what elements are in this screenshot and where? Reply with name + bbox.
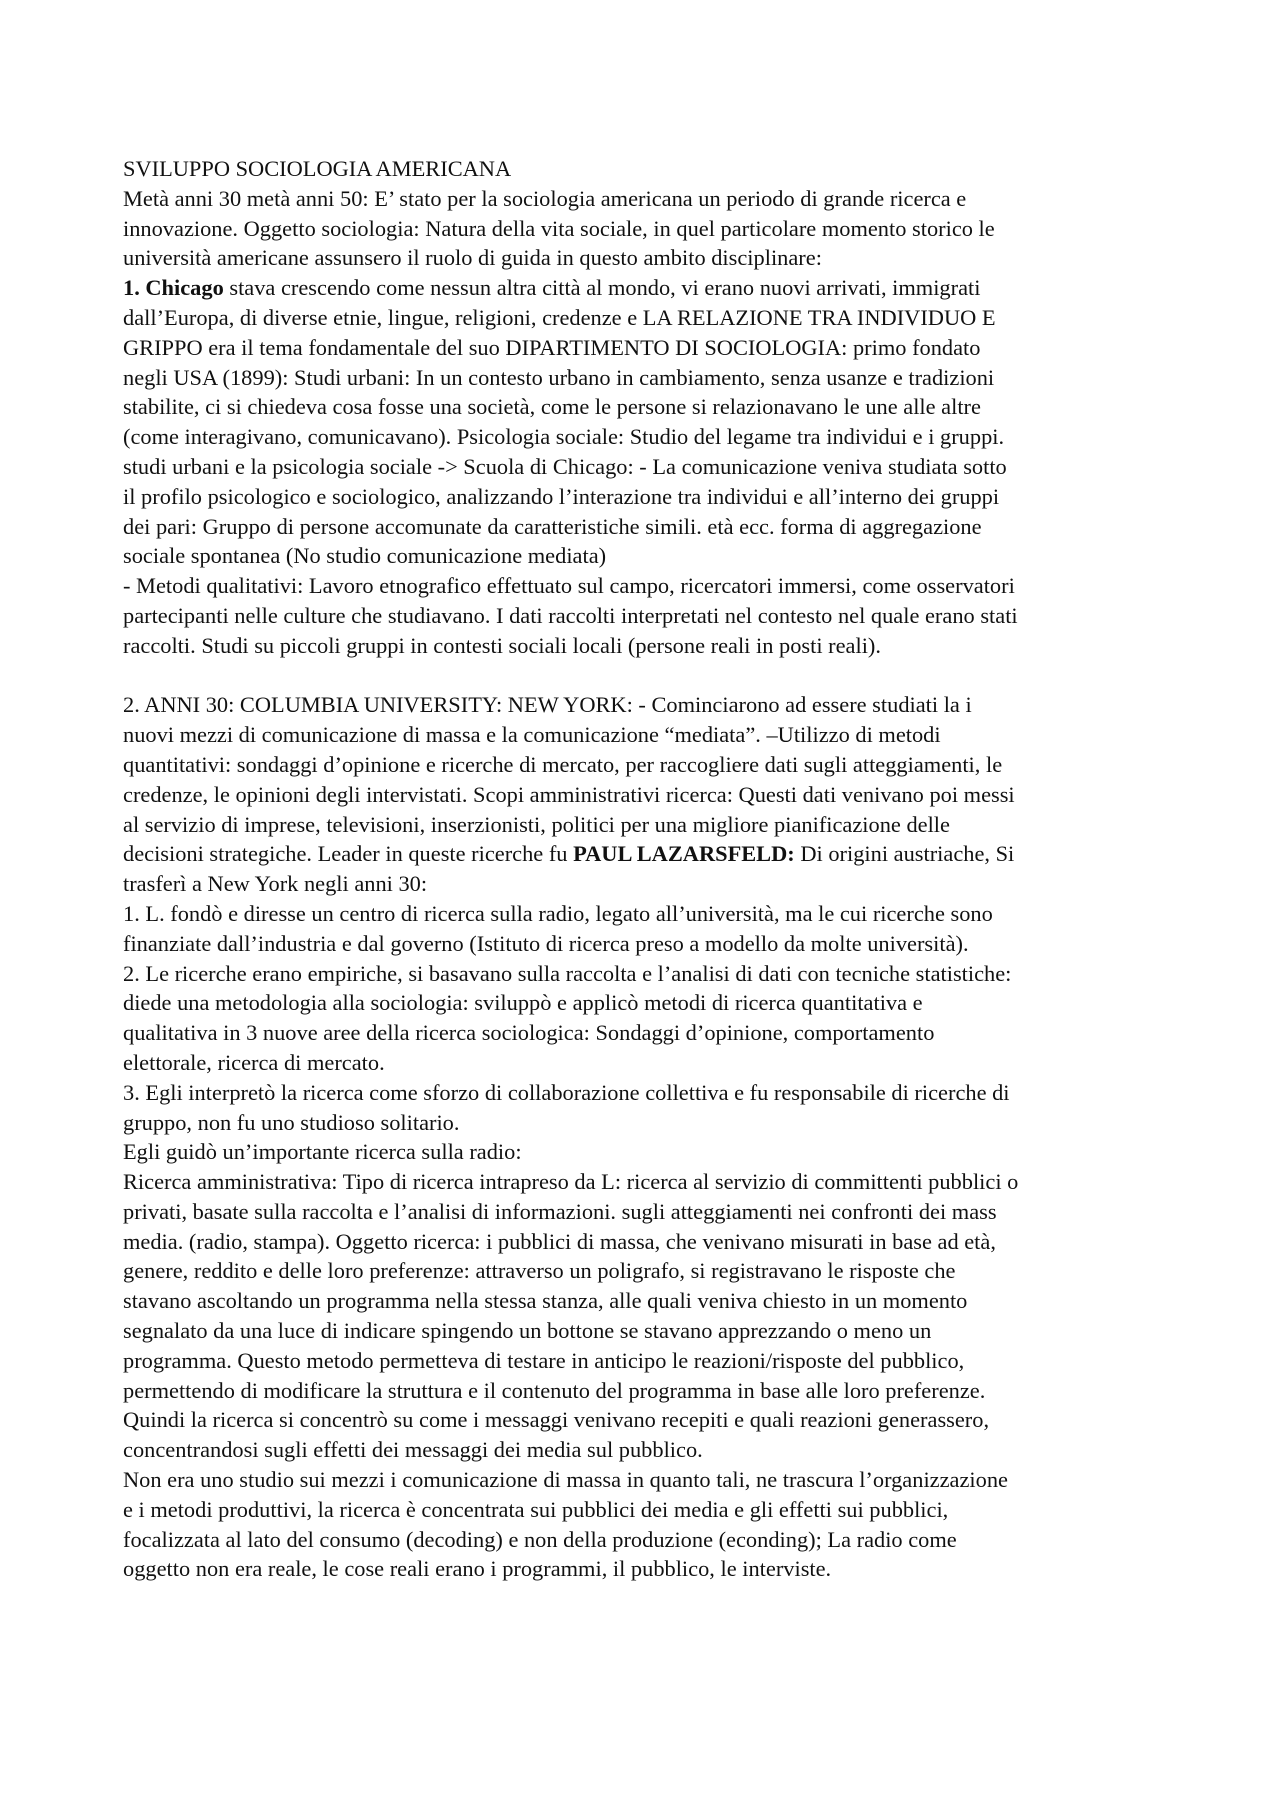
text-line: partecipanti nelle culture che studiavano. I dati raccolti interpretati nel contesto nel quale erano stati <box>123 602 1018 628</box>
text-line: dei pari: Gruppo di persone accomunate da caratteristiche simili. età ecc. forma di aggregazione <box>123 513 982 539</box>
text-line: quantitativi: sondaggi d’opinione e ricerche di mercato, per raccogliere dati sugli atteggiamenti, le <box>123 751 1003 777</box>
text-line <box>123 839 1163 869</box>
text-line: (come interagivano, comunicavano). Psicologia sociale: Studio del legame tra individui e i gruppi. <box>123 424 1005 450</box>
text-line: permettendo di modificare la struttura e il contenuto del programma in base alle loro preferenze. <box>123 1377 986 1403</box>
text-line: privati, basate sulla raccolta e l’analisi di informazioni. sugli atteggiamenti nei confronti dei mass <box>123 1198 997 1224</box>
text-line: dall’Europa, di diverse etnie, lingue, religioni, credenze e LA RELAZIONE TRA INDIVIDUO E <box>123 304 996 330</box>
text-line: il profilo psicologico e sociologico, analizzando l’interazione tra individui e all’interno dei gruppi <box>123 483 1000 509</box>
text-line: negli USA (1899): Studi urbani: In un contesto urbano in cambiamento, senza usanze e tradizioni <box>123 364 995 390</box>
text-line: concentrandosi sugli effetti dei messaggi dei media sul pubblico. <box>123 1437 703 1463</box>
text-line: 1. L. fondò e diresse un centro di ricerca sulla radio, legato all’università, ma le cui ricerche sono <box>123 900 993 926</box>
text-line: università americane assunsero il ruolo di guida in questo ambito disciplinare: <box>123 245 822 271</box>
paragraph-chicago <box>123 184 1163 661</box>
text-line: qualitativa in 3 nuove aree della ricerca sociologica: Sondaggi d’opinione, comportamento <box>123 1020 935 1046</box>
paragraph-spacer <box>123 661 1163 691</box>
bold-name-lazarsfeld: PAUL LAZARSFELD: <box>573 841 795 867</box>
bold-heading-chicago: 1. Chicago <box>123 275 224 301</box>
text-line: raccolti. Studi su piccoli gruppi in contesti sociali locali (persone reali in posti reali). <box>123 632 881 658</box>
text-line: trasferì a New York negli anni 30: <box>123 871 428 897</box>
paragraph-columbia <box>123 690 1163 1584</box>
document-title: SVILUPPO SOCIOLOGIA AMERICANA <box>123 156 512 181</box>
text-line: stabilite, ci si chiedeva cosa fosse una società, come le persone si relazionavano le une alle altre <box>123 394 981 420</box>
text-line: - Metodi qualitativi: Lavoro etnografico effettuato sul campo, ricercatori immersi, come osservatori <box>123 573 1015 599</box>
text-line: Egli guidò un’importante ricerca sulla radio: <box>123 1139 522 1165</box>
text-span: decisioni strategiche. Leader in queste ricerche fu <box>123 841 574 867</box>
text-line: media. (radio, stampa). Oggetto ricerca: i pubblici di massa, che venivano misurati in base ad età, <box>123 1228 996 1254</box>
text-line: diede una metodologia alla sociologia: sviluppò e applicò metodi di ricerca quantitativa e <box>123 990 923 1016</box>
text-line: genere, reddito e delle loro preferenze: attraverso un poligrafo, si registravano le risposte che <box>123 1258 956 1284</box>
text-line: credenze, le opinioni degli intervistati. Scopi amministrativi ricerca: Questi dati venivano poi messi <box>123 781 1015 807</box>
text-line <box>123 273 1163 303</box>
text-line: 3. Egli interpretò la ricerca come sforzo di collaborazione collettiva e fu responsabile di ricerche di <box>123 1079 1010 1105</box>
text-line: innovazione. Oggetto sociologia: Natura della vita sociale, in quel particolare momento storico le <box>123 215 995 241</box>
text-span: Di origini austriache, Si <box>794 841 1015 867</box>
text-span: stava crescendo come nessun altra città al mondo, vi erano nuovi arrivati, immigrati <box>223 275 981 301</box>
text-line: sociale spontanea (No studio comunicazione mediata) <box>123 543 607 569</box>
text-line: elettorale, ricerca di mercato. <box>123 1049 385 1075</box>
text-line: Non era uno studio sui mezzi i comunicazione di massa in quanto tali, ne trascura l’organizzazione <box>123 1467 1008 1493</box>
text-line: Ricerca amministrativa: Tipo di ricerca intrapreso da L: ricerca al servizio di committenti pubblici o <box>123 1169 1019 1195</box>
text-line: studi urbani e la psicologia sociale -> Scuola di Chicago: - La comunicazione veniva studiata sotto <box>123 453 1007 479</box>
text-line: segnalato da una luce di indicare spingendo un bottone se stavano apprezzando o meno un <box>123 1318 932 1344</box>
text-line: focalizzata al lato del consumo (decoding) e non della produzione (econding); La radio come <box>123 1526 957 1552</box>
text-line: finanziate dall’industria e dal governo (Istituto di ricerca preso a modello da molte università). <box>123 930 969 956</box>
text-line: Quindi la ricerca si concentrò su come i messaggi venivano recepiti e quali reazioni generassero, <box>123 1407 990 1433</box>
text-line: gruppo, non fu uno studioso solitario. <box>123 1109 460 1135</box>
text-line: stavano ascoltando un programma nella stessa stanza, alle quali veniva chiesto in un momento <box>123 1288 968 1314</box>
text-line: Metà anni 30 metà anni 50: E’ stato per la sociologia americana un periodo di grande ricerca e <box>123 185 967 211</box>
text-line: oggetto non era reale, le cose reali erano i programmi, il pubblico, le interviste. <box>123 1556 832 1582</box>
text-line: nuovi mezzi di comunicazione di massa e la comunicazione “mediata”. –Utilizzo di metodi <box>123 722 941 748</box>
text-line: 2. ANNI 30: COLUMBIA UNIVERSITY: NEW YORK: - Cominciarono ad essere studiati la i <box>123 692 972 718</box>
document-body <box>123 154 1163 1584</box>
text-line: al servizio di imprese, televisioni, inserzionisti, politici per una migliore pianificazione delle <box>123 811 950 837</box>
text-line: e i metodi produttivi, la ricerca è concentrata sui pubblici dei media e gli effetti sui pubblici, <box>123 1496 949 1522</box>
text-line: 2. Le ricerche erano empiriche, si basavano sulla raccolta e l’analisi di dati con tecniche statistiche: <box>123 960 1012 986</box>
text-line: GRIPPO era il tema fondamentale del suo DIPARTIMENTO DI SOCIOLOGIA: primo fondato <box>123 334 981 360</box>
text-line: programma. Questo metodo permetteva di testare in anticipo le reazioni/risposte del pubblico, <box>123 1347 965 1373</box>
